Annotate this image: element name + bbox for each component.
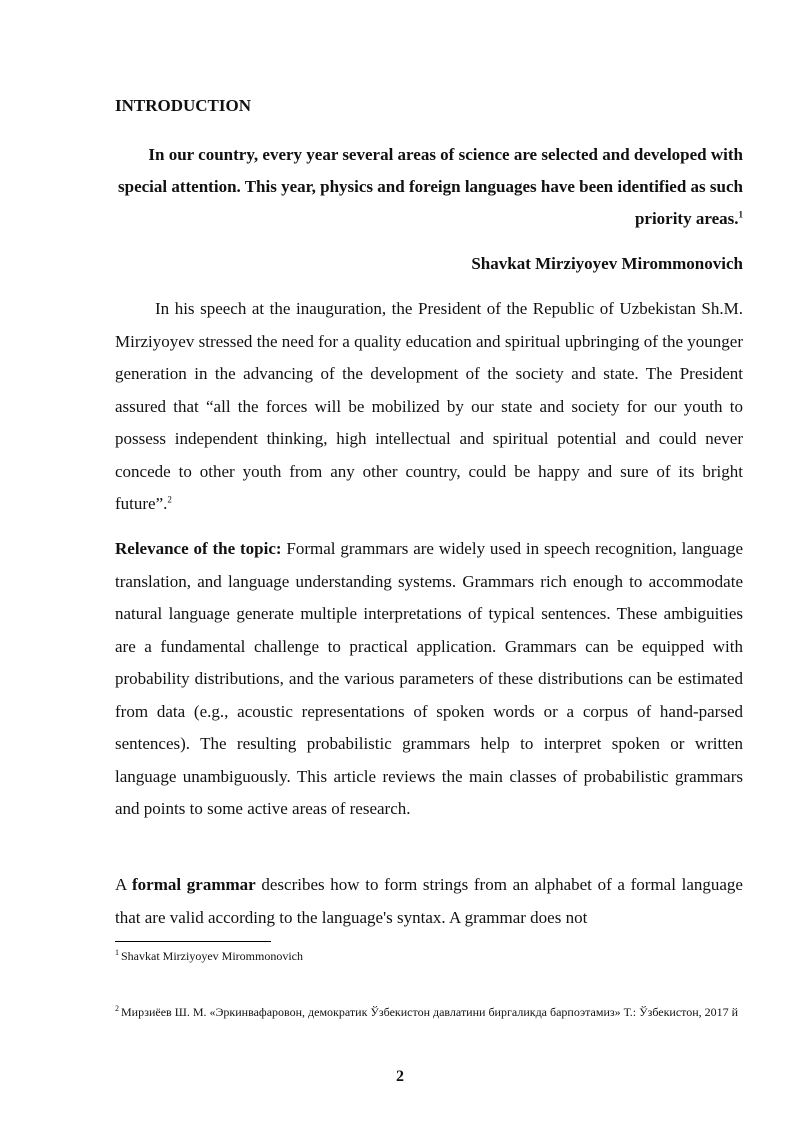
footnote-mark: 1: [115, 948, 119, 957]
epigraph-author: Shavkat Mirziyoyev Mirommonovich: [471, 254, 743, 273]
paragraph-text: In his speech at the inauguration, the President of the Republic of Uzbekistan Sh.M. Mirziyoyev stressed the need for a quality education and spiritual upbringing of the younger generation in the advancing of the development of the society and state. The President assured that “all the forces will be mobilized by our state and society for our youth to possess independent thinking, high intellectual and spiritual potential and could never concede to other youth from any other country, could be happy and sure of its bright future”.: [115, 299, 743, 513]
epigraph-text: In our country, every year several areas of science are selected and developed with special attention. This year, physics and foreign languages have been identified as such priority areas.: [118, 145, 743, 228]
page-number: 2: [396, 1068, 404, 1085]
section-heading: INTRODUCTION: [115, 96, 252, 115]
paragraph-text: describes how to form strings from an alphabet of a formal language that are valid according to the language's syntax. A grammar does not: [115, 875, 743, 927]
footnote-1: [115, 948, 743, 964]
formal-grammar-term: formal grammar: [132, 875, 256, 894]
footnote-divider: [115, 941, 271, 942]
paragraph-relevance: [115, 533, 743, 826]
footnote-text: Shavkat Mirziyoyev Mirommonovich: [121, 949, 303, 963]
footnote-ref-2: 2: [167, 494, 172, 505]
paragraph-inauguration: [115, 293, 743, 521]
paragraph-prefix: A: [115, 875, 133, 894]
footnote-mark: 2: [115, 1004, 119, 1013]
footnote-ref-1: 1: [738, 209, 743, 220]
epigraph-quote: [115, 139, 743, 235]
relevance-lead: Relevance of the topic:: [115, 539, 282, 558]
paragraph-formal-grammar: [115, 869, 743, 934]
footnote-2: [115, 1004, 743, 1020]
paragraph-text: Formal grammars are widely used in speech recognition, language translation, and language understanding systems. Grammars rich enough to accommodate natural language generate multiple interpretations of typical sentences. These ambiguities are a fundamental challenge to practical application. Grammars can be equipped with probability distributions, and the various parameters of these distributions can be estimated from data (e.g., acoustic representations of spoken words or a corpus of hand-parsed sentences). The resulting probabilistic grammars help to interpret spoken or written language unambiguously. This article reviews the main classes of probabilistic grammars and points to some active areas of research.: [115, 539, 743, 818]
footnote-text: Мирзиёев Ш. М. «Эркинвафаровон, демократик Ўзбекистон давлатини биргаликда барпоэтамиз» Т.: Ўзбекистон, 2017 й: [121, 1005, 739, 1019]
